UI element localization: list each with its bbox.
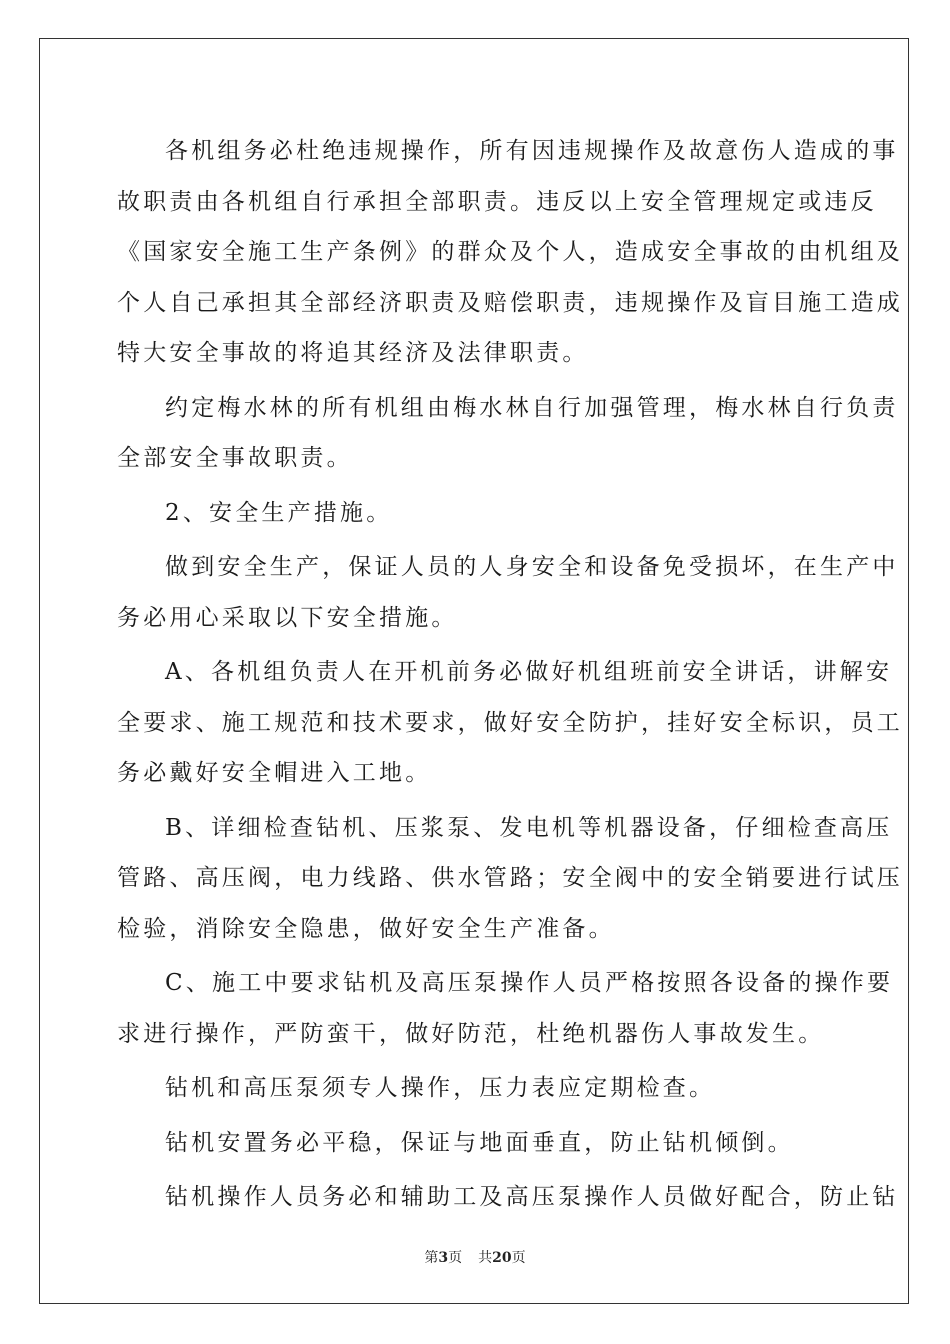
text-line: 钻机安置务必平稳，保证与地面垂直，防止钻机倾倒。 [165,1129,794,1156]
text-line: 务必用心采取以下安全措施。 [117,604,458,631]
section-heading [117,488,837,539]
paragraph-item-a [117,647,903,799]
text-line: 求进行操作，严防蛮干，做好防范，杜绝机器伤人事故发生。 [117,1020,825,1047]
paragraph-item-c [117,958,894,1059]
text-line: 约定梅水林的所有机组由梅水林自行加强管理，梅水林自行负责 [165,394,899,421]
text-line: 管路、高压阀，电力线路、供水管路；安全阀中的安全销要进行试压 [117,865,903,891]
text-line: C、施工中要求钻机及高压泵操作人员严格按照各设备的操作要 [165,970,894,996]
text-line: 《国家安全施工生产条例》的群众及个人，造成安全事故的由机组及 [117,239,903,265]
text-line: 特大安全事故的将追其经济及法律职责。 [117,340,589,366]
paragraph-5 [117,1118,837,1169]
text-line: A、各机组负责人在开机前务必做好机组班前安全讲话，讲解安 [165,659,893,685]
text-line: 钻机操作人员务必和辅助工及高压泵操作人员做好配合，防止钻 [165,1184,899,1210]
paragraph-4 [117,1063,837,1114]
paragraph-item-b [117,803,903,955]
text-line: 务必戴好安全帽进入工地。 [117,760,432,786]
paragraph-1 [117,126,903,379]
paragraph-3 [117,542,899,643]
total-suffix: 页 [511,1250,526,1266]
page-footer [0,1248,950,1268]
text-line: 各机组务必杜绝违规操作，所有因违规操作及故意伤人造成的事 [165,138,899,164]
document-body [117,126,903,1227]
page-number: 3 [438,1250,449,1266]
total-pages: 20 [492,1250,512,1266]
paragraph-6 [117,1172,899,1223]
text-line: 个人自己承担其全部经济职责及赔偿职责，违规操作及盲目施工造成 [117,289,903,316]
text-line: 做到安全生产，保证人员的人身安全和设备免受损坏，在生产中 [165,554,899,580]
text-line: 2、安全生产措施。 [165,499,393,526]
page-suffix: 页 [448,1250,463,1266]
text-line: 全要求、施工规范和技术要求，做好安全防护，挂好安全标识，员工 [117,709,903,736]
text-line: 全部安全事故职责。 [117,445,353,471]
total-prefix: 共 [478,1250,493,1266]
text-line: 故职责由各机组自行承担全部职责。违反以上安全管理规定或违反 [117,188,877,215]
page-prefix: 第 [424,1250,439,1266]
text-line: 钻机和高压泵须专人操作，压力表应定期检查。 [165,1075,716,1101]
text-line: B、详细检查钻机、压浆泵、发电机等机器设备，仔细检查高压 [165,814,893,841]
paragraph-2 [117,383,899,484]
text-line: 检验，消除安全隐患，做好安全生产准备。 [117,915,615,942]
